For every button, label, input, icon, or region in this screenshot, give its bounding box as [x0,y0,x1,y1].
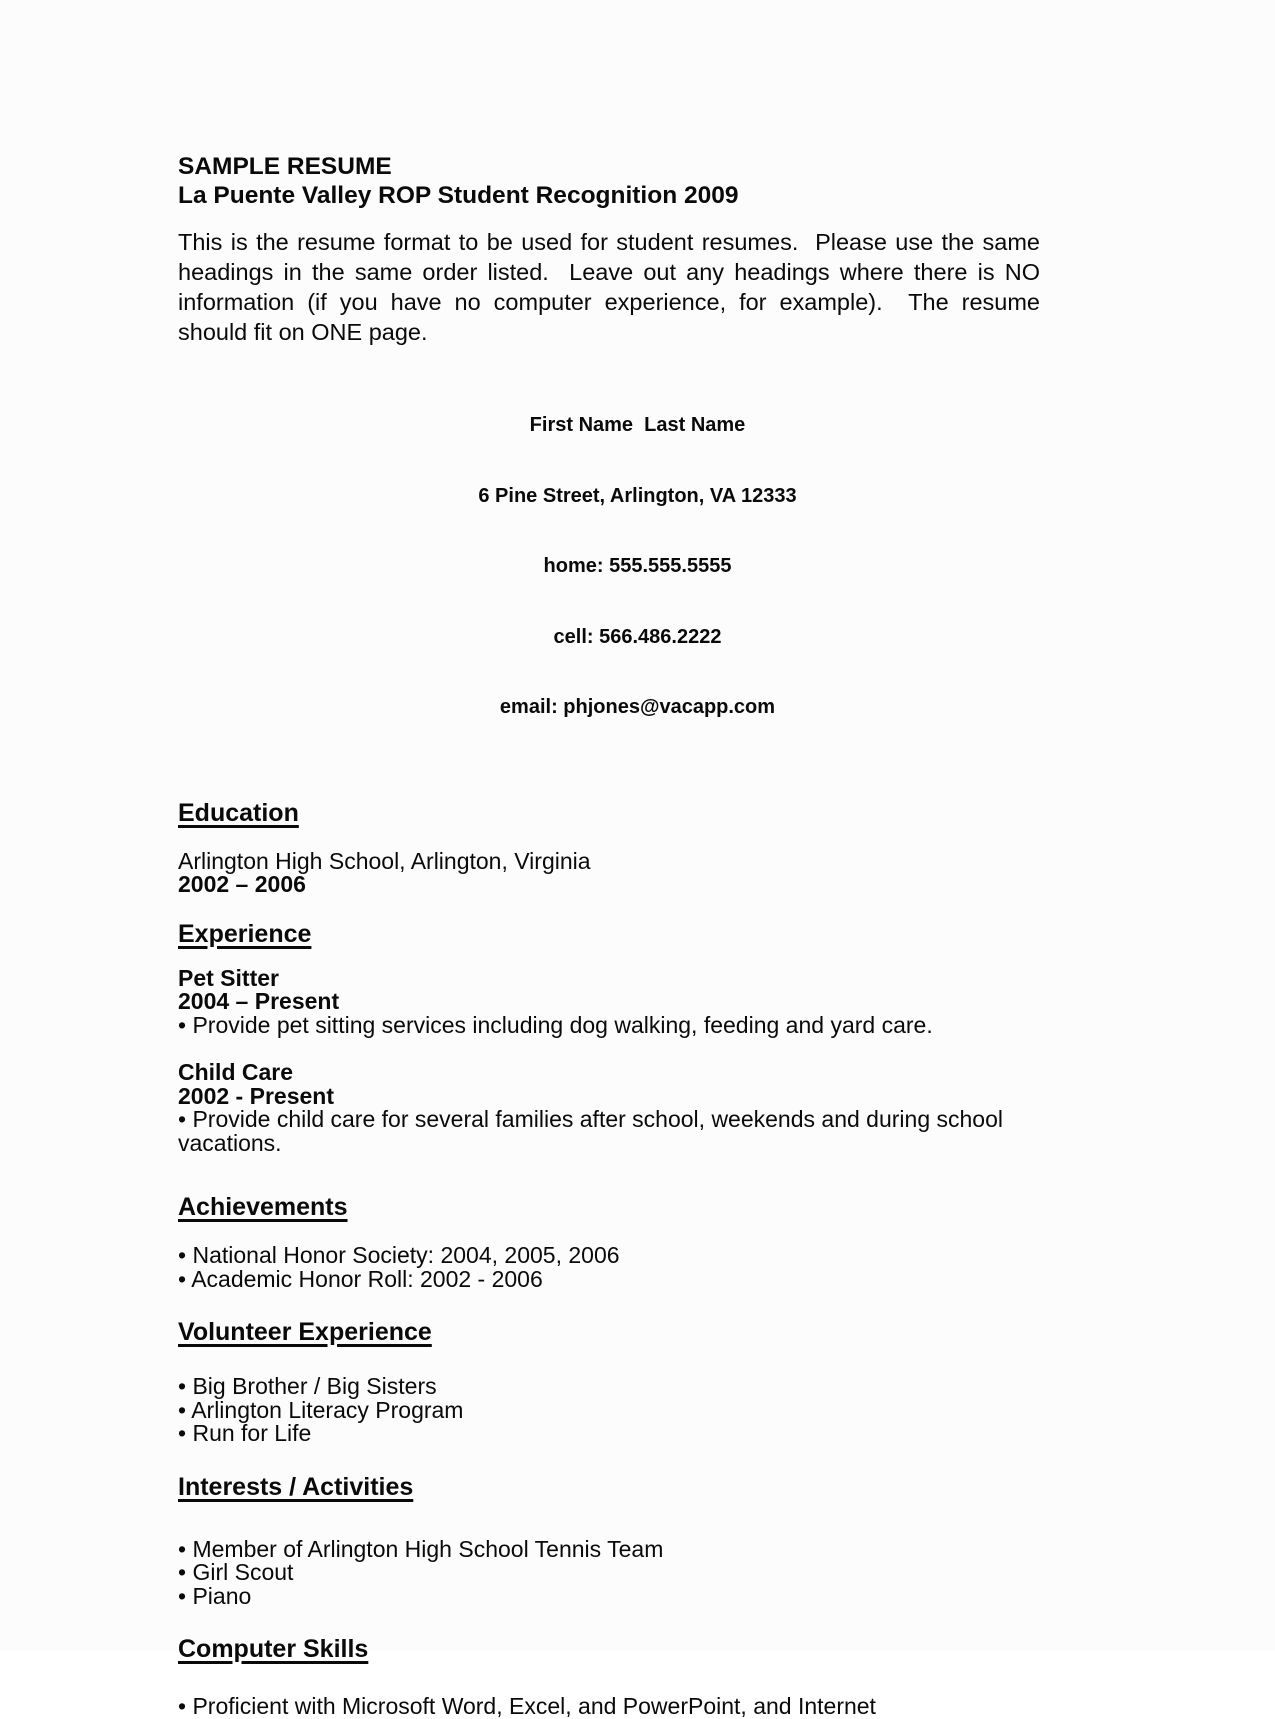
education-dates: 2002 – 2006 [178,871,306,897]
section-interests-activities [178,1474,1040,1609]
bullet-icon: • [178,1420,187,1446]
bullet-icon: • [178,1396,187,1423]
doc-subtitle: La Puente Valley ROP Student Recognition 2009 [178,182,739,209]
experience-heading [178,921,1040,947]
experience-heading-text: Experience [178,919,312,948]
section-computer-skills [178,1636,1040,1719]
bullet-item [178,1108,1040,1155]
achievements-content [178,1244,1040,1291]
intro-line-1: This is the resume format to be used for student resumes. Please use the same [178,229,1040,255]
bullet-text: Run for Life [192,1420,312,1446]
bullet-text: Arlington Literacy Program [191,1396,464,1423]
bullet-item [178,1561,1040,1585]
section-volunteer-experience [178,1319,1040,1446]
interests-heading-text: Interests / Activities [178,1472,414,1501]
bullet-icon: • [178,1582,187,1609]
bullet-icon: • [178,1373,187,1399]
bullet-item [178,1396,1040,1423]
bullet-text: Provide pet sitting services including dog walking, feeding and yard care. [192,1011,933,1038]
computer-skills-content [178,1695,1040,1719]
interests-content [178,1535,1040,1609]
job-dates: 2004 – Present [178,988,340,1014]
bullet-item [178,1535,1040,1562]
section-achievements [178,1194,1040,1291]
education-heading-text: Education [178,798,299,827]
achievements-heading [178,1194,1040,1220]
intro-paragraph [178,227,1040,347]
intro-line-4: should fit on ONE page. [178,319,428,345]
bullet-text: Girl Scout [192,1559,294,1585]
job-title: Pet Sitter [178,964,279,991]
experience-job-2 [178,1061,1040,1155]
bullet-icon: • [178,1106,187,1132]
volunteer-heading-text: Volunteer Experience [178,1318,432,1346]
experience-job-1 [178,964,1040,1038]
achievements-heading-text: Achievements [178,1193,348,1221]
education-heading [178,800,1040,826]
bullet-item [178,1695,1040,1719]
job-title: Child Care [178,1059,294,1085]
computer-skills-heading-text: Computer Skills [178,1635,369,1663]
bullet-item [178,1422,1040,1446]
contact-home-phone: home: 555.555.5555 [543,555,732,577]
bullet-text: Member of Arlington High School Tennis Team [192,1535,664,1562]
bullet-text: Academic Honor Roll: 2002 - 2006 [191,1265,543,1292]
bullet-item [178,1582,1040,1609]
bullet-item [178,1265,1040,1292]
education-content [178,847,1040,897]
bullet-icon: • [178,1265,187,1292]
contact-name: First Name Last Name [529,414,746,436]
bullet-icon: • [178,1011,187,1038]
intro-line-3: information (if you have no computer experience, for example). The resume [178,289,1040,315]
volunteer-heading [178,1319,1040,1345]
section-education [178,800,1040,897]
bullet-icon: • [178,1535,187,1562]
job-dates: 2002 - Present [178,1082,334,1109]
bullet-text: Big Brother / Big Sisters [192,1373,437,1399]
contact-cell-phone: cell: 566.486.2222 [553,625,722,648]
bullet-icon: • [178,1242,187,1268]
bullet-item [178,1375,1040,1399]
contact-address: 6 Pine Street, Arlington, VA 12333 [478,484,797,507]
bullet-icon: • [178,1693,187,1719]
section-experience [178,921,1040,1156]
bullet-icon: • [178,1559,187,1585]
bullet-text: Provide child care for several families after school, weekends and during school vacations. [178,1106,1003,1156]
education-school: Arlington High School, Arlington, Virginia [178,847,591,874]
bullet-item [178,1011,1040,1038]
bullet-text: Proficient with Microsoft Word, Excel, and PowerPoint, and Internet [192,1693,876,1719]
contact-block [0,367,1275,767]
contact-email: email: phjones@vacapp.com [499,696,776,718]
volunteer-content [178,1375,1040,1446]
bullet-text: Piano [192,1582,252,1609]
interests-heading [178,1474,1040,1500]
doc-title: SAMPLE RESUME [178,153,392,180]
bullet-text: National Honor Society: 2004, 2005, 2006 [192,1242,620,1268]
intro-line-2: headings in the same order listed. Leave out any headings where there is NO [178,259,1040,285]
bullet-item [178,1244,1040,1268]
computer-skills-heading [178,1636,1040,1662]
